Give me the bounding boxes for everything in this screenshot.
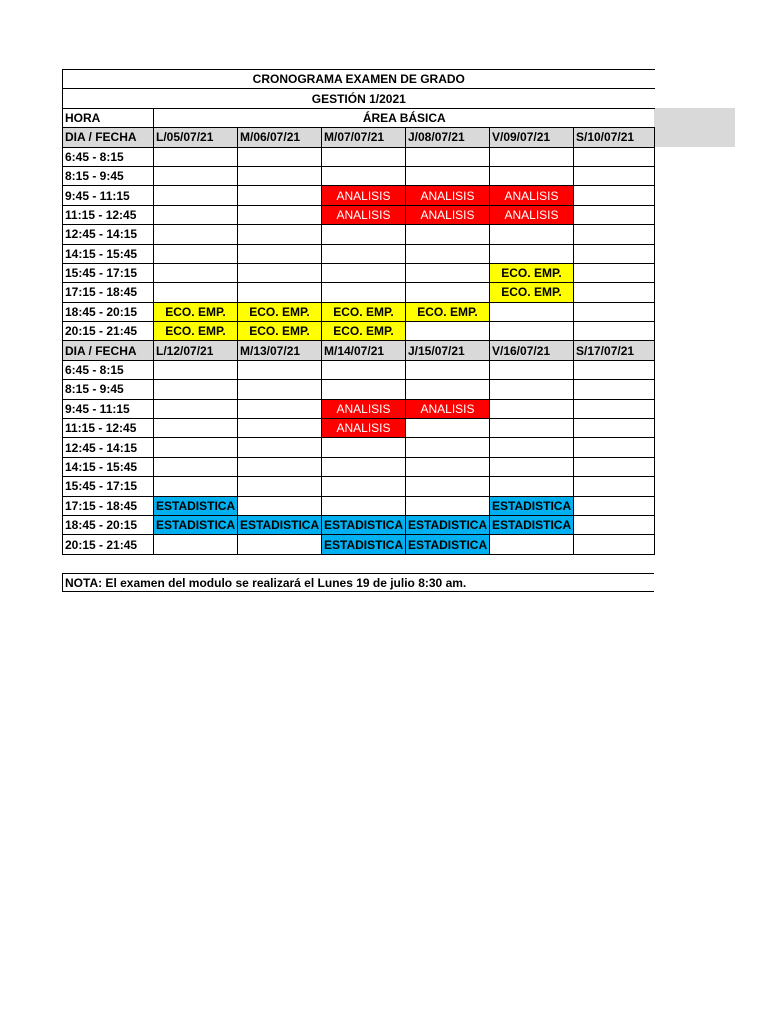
empty-cell xyxy=(322,263,406,282)
time-slot: 6:45 - 8:15 xyxy=(63,147,154,166)
empty-cell xyxy=(322,477,406,496)
exam-cell-eco-emp: ECO. EMP. xyxy=(490,263,574,282)
empty-cell xyxy=(322,438,406,457)
schedule-sheet xyxy=(62,69,654,555)
empty-cell xyxy=(490,535,574,554)
empty-cell xyxy=(574,186,655,205)
empty-cell xyxy=(490,419,574,438)
exam-cell-analisis: ANALISIS xyxy=(322,205,406,224)
schedule-subtitle: GESTIÓN 1/2021 xyxy=(63,89,655,108)
empty-cell xyxy=(574,399,655,418)
empty-cell xyxy=(154,225,238,244)
exam-cell-analisis: ANALISIS xyxy=(490,205,574,224)
time-slot: 6:45 - 8:15 xyxy=(63,360,154,379)
empty-cell xyxy=(322,457,406,476)
empty-cell xyxy=(238,166,322,185)
time-row xyxy=(63,477,655,496)
exam-cell-eco-emp: ECO. EMP. xyxy=(238,302,322,321)
empty-cell xyxy=(406,380,490,399)
empty-cell xyxy=(154,419,238,438)
empty-cell xyxy=(154,477,238,496)
empty-cell xyxy=(322,225,406,244)
day-header-row xyxy=(63,341,655,360)
empty-cell xyxy=(238,147,322,166)
empty-cell xyxy=(406,438,490,457)
exam-cell-eco-emp: ECO. EMP. xyxy=(154,322,238,341)
time-slot: 20:15 - 21:45 xyxy=(63,322,154,341)
empty-cell xyxy=(238,186,322,205)
empty-cell xyxy=(154,186,238,205)
time-row xyxy=(63,399,655,418)
day-header-cell: V/09/07/21 xyxy=(490,128,574,147)
day-header-cell: S/17/07/21 xyxy=(574,341,655,360)
empty-cell xyxy=(574,438,655,457)
exam-cell-eco-emp: ECO. EMP. xyxy=(154,302,238,321)
exam-cell-estadistica: ESTADISTICA xyxy=(154,515,238,534)
time-row xyxy=(63,302,655,321)
exam-cell-eco-emp: ECO. EMP. xyxy=(406,302,490,321)
empty-cell xyxy=(574,419,655,438)
empty-cell xyxy=(406,263,490,282)
empty-cell xyxy=(238,263,322,282)
time-slot: 17:15 - 18:45 xyxy=(63,283,154,302)
time-slot: 18:45 - 20:15 xyxy=(63,515,154,534)
empty-cell xyxy=(574,244,655,263)
empty-cell xyxy=(154,244,238,263)
empty-cell xyxy=(238,419,322,438)
day-header-label: DIA / FECHA xyxy=(63,128,154,147)
empty-cell xyxy=(490,244,574,263)
exam-cell-eco-emp: ECO. EMP. xyxy=(238,322,322,341)
empty-cell xyxy=(574,380,655,399)
exam-cell-analisis: ANALISIS xyxy=(490,186,574,205)
day-header-cell: V/16/07/21 xyxy=(490,341,574,360)
exam-cell-analisis: ANALISIS xyxy=(322,186,406,205)
time-row xyxy=(63,147,655,166)
time-row xyxy=(63,166,655,185)
time-slot: 12:45 - 14:15 xyxy=(63,225,154,244)
exam-cell-estadistica: ESTADISTICA xyxy=(238,515,322,534)
title-row xyxy=(63,70,655,89)
empty-cell xyxy=(490,302,574,321)
time-slot: 17:15 - 18:45 xyxy=(63,496,154,515)
empty-cell xyxy=(574,457,655,476)
time-row xyxy=(63,225,655,244)
empty-cell xyxy=(574,225,655,244)
empty-cell xyxy=(154,535,238,554)
empty-cell xyxy=(490,360,574,379)
empty-cell xyxy=(322,360,406,379)
empty-cell xyxy=(154,399,238,418)
empty-cell xyxy=(154,457,238,476)
time-slot: 20:15 - 21:45 xyxy=(63,535,154,554)
empty-cell xyxy=(406,457,490,476)
time-row xyxy=(63,205,655,224)
empty-cell xyxy=(238,225,322,244)
exam-cell-estadistica: ESTADISTICA xyxy=(490,496,574,515)
day-header-cell: S/10/07/21 xyxy=(574,128,655,147)
empty-cell xyxy=(238,399,322,418)
day-header-cell: J/08/07/21 xyxy=(406,128,490,147)
time-slot: 12:45 - 14:15 xyxy=(63,438,154,457)
day-header-cell: M/07/07/21 xyxy=(322,128,406,147)
time-row xyxy=(63,263,655,282)
exam-cell-eco-emp: ECO. EMP. xyxy=(322,322,406,341)
empty-cell xyxy=(154,360,238,379)
empty-cell xyxy=(406,360,490,379)
time-slot: 11:15 - 12:45 xyxy=(63,419,154,438)
empty-cell xyxy=(406,147,490,166)
empty-cell xyxy=(238,477,322,496)
empty-cell xyxy=(238,438,322,457)
exam-cell-estadistica: ESTADISTICA xyxy=(322,535,406,554)
time-slot: 15:45 - 17:15 xyxy=(63,263,154,282)
time-slot: 15:45 - 17:15 xyxy=(63,477,154,496)
empty-cell xyxy=(574,283,655,302)
empty-cell xyxy=(238,535,322,554)
empty-cell xyxy=(322,147,406,166)
exam-cell-estadistica: ESTADISTICA xyxy=(406,515,490,534)
time-slot: 8:15 - 9:45 xyxy=(63,166,154,185)
empty-cell xyxy=(574,147,655,166)
area-label: ÁREA BÁSICA xyxy=(154,108,655,127)
day-header-row xyxy=(63,128,655,147)
time-row xyxy=(63,283,655,302)
day-header-cell: L/12/07/21 xyxy=(154,341,238,360)
empty-cell xyxy=(322,496,406,515)
empty-cell xyxy=(322,244,406,263)
empty-cell xyxy=(154,380,238,399)
empty-cell xyxy=(490,166,574,185)
empty-cell xyxy=(406,225,490,244)
exam-cell-eco-emp: ECO. EMP. xyxy=(490,283,574,302)
subtitle-row xyxy=(63,89,655,108)
time-slot: 9:45 - 11:15 xyxy=(63,186,154,205)
empty-cell xyxy=(406,496,490,515)
empty-cell xyxy=(574,360,655,379)
empty-cell xyxy=(490,399,574,418)
time-row xyxy=(63,515,655,534)
time-row xyxy=(63,535,655,554)
exam-cell-analisis: ANALISIS xyxy=(322,419,406,438)
empty-cell xyxy=(406,477,490,496)
empty-cell xyxy=(574,263,655,282)
day-header-cell: J/15/07/21 xyxy=(406,341,490,360)
empty-cell xyxy=(238,496,322,515)
time-row xyxy=(63,457,655,476)
exam-cell-estadistica: ESTADISTICA xyxy=(490,515,574,534)
empty-cell xyxy=(574,302,655,321)
time-slot: 14:15 - 15:45 xyxy=(63,244,154,263)
empty-cell xyxy=(574,205,655,224)
empty-cell xyxy=(238,457,322,476)
empty-cell xyxy=(406,283,490,302)
empty-cell xyxy=(322,283,406,302)
time-row xyxy=(63,360,655,379)
empty-cell xyxy=(154,263,238,282)
day-header-cell: M/06/07/21 xyxy=(238,128,322,147)
empty-cell xyxy=(154,147,238,166)
empty-cell xyxy=(406,166,490,185)
empty-cell xyxy=(154,166,238,185)
day-header-cell: L/05/07/21 xyxy=(154,128,238,147)
day-header-cell: M/14/07/21 xyxy=(322,341,406,360)
grey-fill-strip xyxy=(654,108,735,147)
empty-cell xyxy=(238,283,322,302)
time-slot: 8:15 - 9:45 xyxy=(63,380,154,399)
empty-cell xyxy=(406,244,490,263)
empty-cell xyxy=(238,380,322,399)
exam-cell-analisis: ANALISIS xyxy=(322,399,406,418)
empty-cell xyxy=(238,360,322,379)
empty-cell xyxy=(490,147,574,166)
empty-cell xyxy=(490,225,574,244)
empty-cell xyxy=(490,457,574,476)
empty-cell xyxy=(154,205,238,224)
exam-cell-eco-emp: ECO. EMP. xyxy=(322,302,406,321)
time-row xyxy=(63,419,655,438)
empty-cell xyxy=(322,166,406,185)
exam-cell-estadistica: ESTADISTICA xyxy=(154,496,238,515)
empty-cell xyxy=(574,166,655,185)
exam-cell-estadistica: ESTADISTICA xyxy=(406,535,490,554)
exam-cell-estadistica: ESTADISTICA xyxy=(322,515,406,534)
exam-cell-analisis: ANALISIS xyxy=(406,205,490,224)
empty-cell xyxy=(322,380,406,399)
empty-cell xyxy=(574,515,655,534)
time-row xyxy=(63,380,655,399)
time-row xyxy=(63,186,655,205)
exam-note: NOTA: El examen del modulo se realizará el Lunes 19 de julio 8:30 am. xyxy=(62,573,654,592)
empty-cell xyxy=(574,322,655,341)
time-row xyxy=(63,322,655,341)
day-header-label: DIA / FECHA xyxy=(63,341,154,360)
hora-label: HORA xyxy=(63,108,154,127)
area-row xyxy=(63,108,655,127)
empty-cell xyxy=(154,283,238,302)
time-row xyxy=(63,496,655,515)
time-slot: 9:45 - 11:15 xyxy=(63,399,154,418)
empty-cell xyxy=(574,477,655,496)
schedule-table xyxy=(62,69,655,555)
day-header-cell: M/13/07/21 xyxy=(238,341,322,360)
time-slot: 18:45 - 20:15 xyxy=(63,302,154,321)
empty-cell xyxy=(238,205,322,224)
exam-cell-analisis: ANALISIS xyxy=(406,399,490,418)
time-slot: 11:15 - 12:45 xyxy=(63,205,154,224)
empty-cell xyxy=(490,322,574,341)
empty-cell xyxy=(490,380,574,399)
exam-cell-analisis: ANALISIS xyxy=(406,186,490,205)
empty-cell xyxy=(490,477,574,496)
time-slot: 14:15 - 15:45 xyxy=(63,457,154,476)
empty-cell xyxy=(490,438,574,457)
empty-cell xyxy=(154,438,238,457)
schedule-title: CRONOGRAMA EXAMEN DE GRADO xyxy=(63,70,655,89)
empty-cell xyxy=(574,496,655,515)
empty-cell xyxy=(406,419,490,438)
empty-cell xyxy=(574,535,655,554)
empty-cell xyxy=(238,244,322,263)
time-row xyxy=(63,438,655,457)
empty-cell xyxy=(406,322,490,341)
time-row xyxy=(63,244,655,263)
